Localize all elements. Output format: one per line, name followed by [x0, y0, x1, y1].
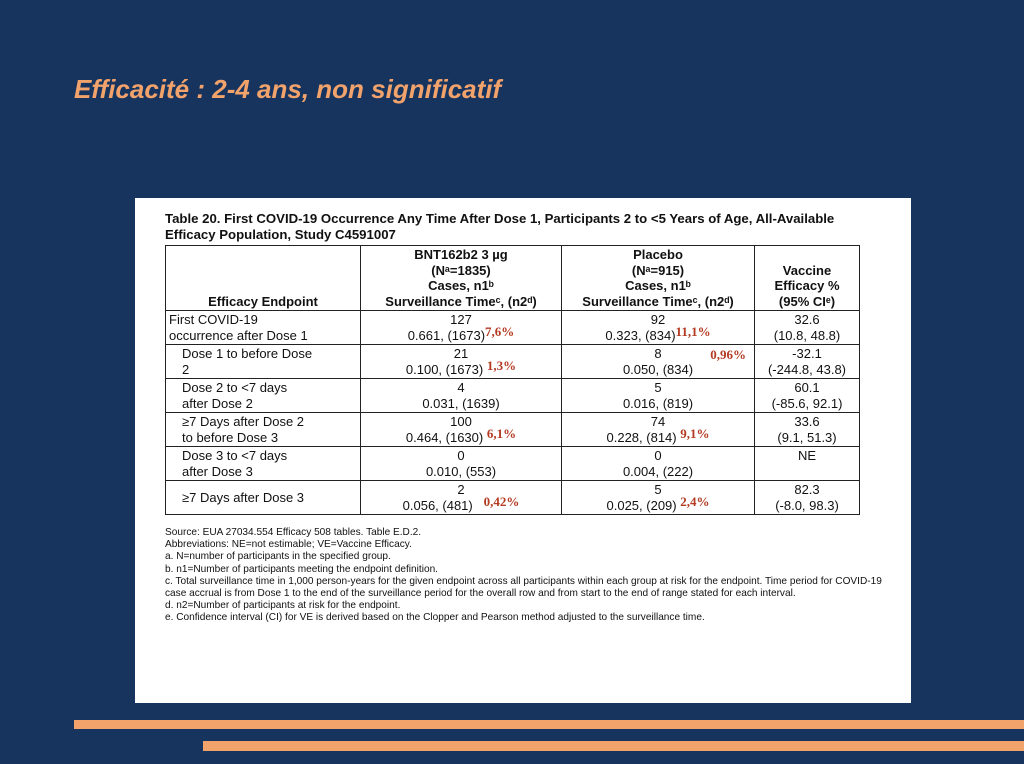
table-row [166, 345, 860, 379]
table-footnotes [165, 527, 895, 625]
bnt-cell [361, 481, 562, 515]
placebo-cell [562, 413, 755, 447]
header-line: Placebo [633, 247, 683, 262]
endpoint-cell [166, 447, 361, 481]
header-vaccine-efficacy [755, 246, 860, 311]
endpoint-cell [166, 413, 361, 447]
placebo-time: 0.016, (819) [622, 395, 694, 411]
bnt-percent-annotation: 0,42% [483, 493, 520, 509]
ve-value: 82.3 [794, 482, 820, 497]
placebo-time: 0.228, (814) [606, 429, 677, 445]
ve-cell [755, 413, 860, 447]
placebo-cell [562, 481, 755, 515]
header-line: Surveillance Timeᶜ, (n2ᵈ) [582, 293, 734, 309]
ve-value: 60.1 [794, 380, 820, 395]
bnt-time-line [364, 493, 558, 514]
placebo-time-line [565, 493, 751, 514]
placebo-cases: 92 [650, 312, 666, 327]
bnt-cases: 100 [450, 414, 472, 429]
placebo-cell [562, 345, 755, 379]
placebo-cases: 8 [654, 346, 662, 361]
bnt-time: 0.100, (1673) [405, 361, 484, 377]
placebo-percent-annotation: 2,4% [680, 493, 710, 509]
header-line: Cases, n1ᵇ [625, 278, 691, 293]
accent-bar-upper [74, 720, 1024, 729]
ve-ci: (-8.0, 98.3) [775, 497, 839, 513]
endpoint-line: First COVID-19 [169, 312, 258, 327]
header-line: Efficacy % [774, 278, 840, 293]
placebo-cell [562, 311, 755, 345]
placebo-time-line [565, 323, 751, 344]
ve-value: NE [797, 448, 817, 463]
bnt-cases: 21 [453, 346, 469, 361]
placebo-time: 0.004, (222) [622, 463, 694, 479]
header-line: (Nᵃ=915) [631, 262, 685, 278]
endpoint-cell [166, 345, 361, 379]
ve-cell [755, 481, 860, 515]
ve-ci: (-244.8, 43.8) [767, 361, 847, 377]
bnt-cases: 4 [457, 380, 465, 395]
table-caption: Table 20. First COVID-19 Occurrence Any Time After Dose 1, Participants 2 to <5 Years of Age, All-Available Efficacy Population, Study C4591007 [165, 211, 835, 242]
header-placebo [562, 246, 755, 311]
footnote: Source: EUA 27034.554 Efficacy 508 tables. Table E.D.2. [165, 527, 422, 538]
table-row [166, 481, 860, 515]
header-line: (Nᵃ=1835) [431, 262, 491, 278]
bnt-time: 0.056, (481) [402, 497, 473, 513]
endpoint-line: 2 [182, 361, 190, 377]
placebo-cell [562, 447, 755, 481]
table-row [166, 447, 860, 481]
ve-cell [755, 311, 860, 345]
bnt-percent-annotation: 7,6% [485, 323, 515, 339]
endpoint-line: after Dose 3 [182, 463, 253, 479]
header-line: (95% CIᵉ) [778, 293, 836, 309]
table-row [166, 311, 860, 345]
endpoint-cell [166, 379, 361, 413]
endpoint-line: ≥7 Days after Dose 2 [182, 414, 305, 429]
bnt-percent-annotation: 6,1% [486, 425, 517, 441]
accent-bar-lower [203, 741, 1024, 751]
footnote: c. Total surveillance time in 1,000 person-years for the given endpoint across all participants within each group at risk for the endpoint. Time period for COVID-19 case accrual is from Dose 1 to the end of the surveillance period for the overall row and from start to the end of range stated for each interval. [165, 575, 882, 600]
bnt-cell [361, 345, 562, 379]
endpoint-line: ≥7 Days after Dose 3 [182, 489, 305, 505]
ve-value: 32.6 [794, 312, 820, 327]
ve-cell [755, 447, 860, 481]
ve-value: -32.1 [792, 346, 822, 361]
bnt-cell [361, 447, 562, 481]
header-line: Surveillance Timeᶜ, (n2ᵈ) [385, 293, 537, 309]
endpoint-line: occurrence after Dose 1 [169, 327, 308, 343]
bnt-cases: 2 [457, 482, 465, 497]
header-line: Cases, n1ᵇ [428, 278, 494, 293]
bnt-cell [361, 413, 562, 447]
table-image-panel [135, 198, 911, 703]
bnt-cases: 0 [457, 448, 465, 463]
endpoint-cell [166, 311, 361, 345]
bnt-time: 0.661, (1673) [407, 327, 486, 343]
placebo-cell [562, 379, 755, 413]
bnt-cell [361, 379, 562, 413]
bnt-time: 0.031, (1639) [422, 395, 500, 411]
header-line: Vaccine [782, 262, 832, 278]
ve-ci: (-85.6, 92.1) [771, 395, 843, 411]
header-efficacy-endpoint: Efficacy Endpoint [166, 246, 361, 311]
bnt-cell [361, 311, 562, 345]
bnt-time-line [364, 323, 558, 344]
table-row [166, 379, 860, 413]
efficacy-table [165, 245, 860, 515]
placebo-time: 0.025, (209) [606, 497, 677, 513]
footnote: d. n2=Number of participants at risk for the endpoint. [165, 600, 401, 612]
slide-title: Efficacité : 2-4 ans, non significatif [74, 74, 502, 104]
ve-ci: (10.8, 48.8) [773, 327, 841, 343]
placebo-cases: 5 [654, 482, 662, 497]
bnt-time: 0.010, (553) [425, 463, 497, 479]
footnote: e. Confidence interval (CI) for VE is derived based on the Clopper and Pearson method adjusted to the surveillance time. [165, 612, 705, 624]
ve-value: 33.6 [794, 414, 820, 429]
table-header-row [166, 246, 860, 311]
header-line: BNT162b2 3 µg [414, 247, 508, 262]
ve-ci: (9.1, 51.3) [777, 429, 837, 445]
placebo-cases: 0 [654, 448, 662, 463]
bnt-time-line [364, 357, 558, 378]
footnote: Abbreviations: NE=not estimable; VE=Vaccine Efficacy. [165, 539, 412, 551]
ve-cell [755, 379, 860, 413]
placebo-time: 0.323, (834) [605, 327, 676, 343]
endpoint-line: Dose 2 to <7 days [182, 380, 288, 395]
bnt-cases: 127 [450, 312, 472, 327]
endpoint-line: after Dose 2 [182, 395, 253, 411]
header-bnt162b2 [361, 246, 562, 311]
placebo-time: 0.050, (834) [622, 361, 694, 377]
endpoint-line: to before Dose 3 [182, 429, 279, 445]
endpoint-line: Dose 1 to before Dose [182, 346, 313, 361]
table-row [166, 413, 860, 447]
endpoint-line: Dose 3 to <7 days [182, 448, 288, 463]
endpoint-cell [166, 481, 361, 515]
placebo-percent-annotation: 9,1% [680, 425, 710, 441]
footnote: a. N=number of participants in the specified group. [165, 551, 391, 563]
ve-cell [755, 345, 860, 379]
bnt-percent-annotation: 1,3% [486, 357, 517, 373]
bnt-time-line [364, 425, 558, 446]
placebo-percent-annotation: 0,96% [710, 347, 746, 362]
footnote: b. n1=Number of participants meeting the endpoint definition. [165, 563, 438, 575]
placebo-percent-annotation: 11,1% [675, 323, 711, 339]
placebo-cases: 5 [654, 380, 662, 395]
placebo-cases: 74 [650, 414, 666, 429]
placebo-time-line [565, 425, 751, 446]
bnt-time: 0.464, (1630) [405, 429, 484, 445]
